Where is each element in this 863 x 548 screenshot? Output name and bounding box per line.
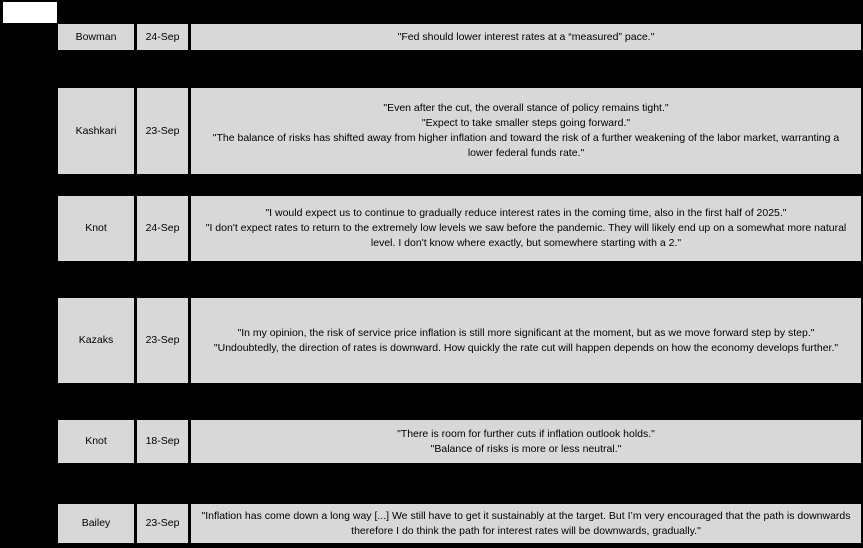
date-cell: 23-Sep xyxy=(137,88,188,174)
speaker-cell: Kazaks xyxy=(58,298,134,383)
quote-line: "I would expect us to continue to gradually reduce interest rates in the coming time, also in the first half of 2025." xyxy=(265,207,787,219)
speaker-cell: Knot xyxy=(58,196,134,261)
table-row xyxy=(58,24,861,50)
speaker-cell: Bowman xyxy=(58,24,134,50)
table-row xyxy=(58,504,861,543)
quote-line: "Even after the cut, the overall stance of policy remains tight." xyxy=(383,102,669,114)
quote-cell xyxy=(191,298,861,383)
date-cell: 23-Sep xyxy=(137,504,188,543)
speaker-cell: Kashkari xyxy=(58,88,134,174)
table-row xyxy=(58,196,861,261)
quote-line: "There is room for further cuts if inflation outlook holds." xyxy=(397,427,655,440)
blank-cell xyxy=(3,2,57,23)
table-row xyxy=(58,420,861,463)
date-cell: 18-Sep xyxy=(137,420,188,463)
quote-line: "Balance of risks is more or less neutral." xyxy=(430,442,622,455)
table-row xyxy=(58,298,861,383)
quote-line: "In my opinion, the risk of service price inflation is still more significant at the moment, but as we move forward step by step." xyxy=(237,326,815,339)
quote-cell xyxy=(191,196,861,261)
quote-line: "Inflation has come down a long way [...] We still have to get it sustainably at the target. But I’m very encouraged that the path is downwards therefore I do think the path for interest rates will be downwards, gradually." xyxy=(201,509,851,537)
quote-line: "Fed should lower interest rates at a “measured” pace." xyxy=(397,30,655,43)
quote-cell xyxy=(191,420,861,463)
quote-cell xyxy=(191,24,861,50)
quote-line: "The balance of risks has shifted away from higher inflation and toward the risk of a further weakening of the labor market, warranting a lower federal funds rate." xyxy=(212,132,840,159)
date-cell: 24-Sep xyxy=(137,24,188,50)
date-cell: 23-Sep xyxy=(137,298,188,383)
quote-line: "Undoubtedly, the direction of rates is downward. How quickly the rate cut will happen depends on how the economy develops further." xyxy=(213,341,839,354)
quote-line: "I don't expect rates to return to the extremely low levels we saw before the pandemic. They will likely end up on a somewhat more natural level. I don't know where exactly, but somewhere starting with a 2." xyxy=(205,222,847,249)
speakers-table xyxy=(58,0,861,543)
quote-cell xyxy=(191,88,861,174)
quote-line: "Expect to take smaller steps going forward." xyxy=(421,117,631,129)
quote-cell xyxy=(191,504,861,543)
speaker-cell: Knot xyxy=(58,420,134,463)
table-row xyxy=(58,88,861,174)
speaker-cell: Bailey xyxy=(58,504,134,543)
date-cell: 24-Sep xyxy=(137,196,188,261)
